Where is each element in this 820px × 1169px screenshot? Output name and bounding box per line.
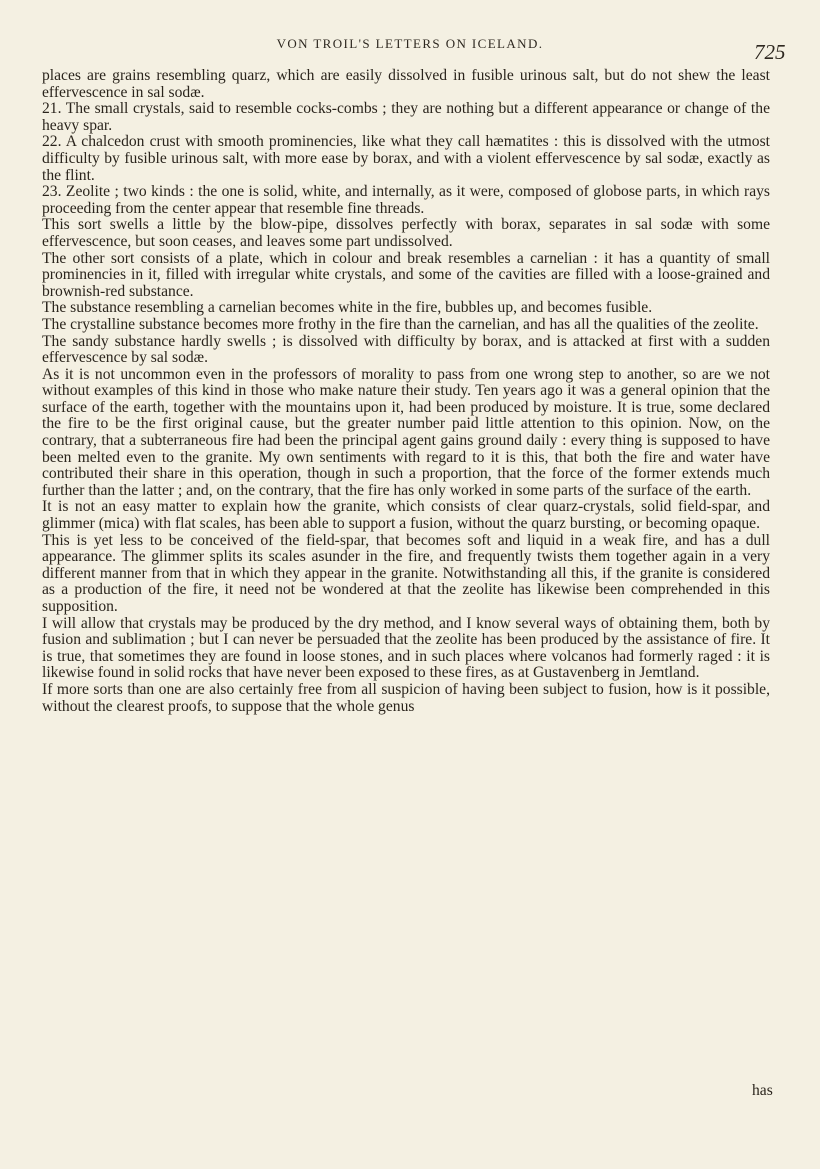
paragraph-12: This is yet less to be conceived of the field-spar, that becomes soft and liquid in a weak fire, and has a dull appearance. The glimmer splits its scales asunder in the fire, and frequently twists them together again in a very different manner from that in which they appear in the granite. Notwithstanding all this, if the granite is considered as a production of the fire, it need not be wondered at that the zeolite has likewise been comprehended in this supposition. [42,531,770,615]
paragraph-6: The other sort consists of a plate, which in colour and break resembles a carnelian : it has a quantity of small prominencies in it, filled with irregular white crystals, and some of the cavities are filled with a loose-grained and brownish-red substance. [42,249,770,300]
paragraph-4: 23. Zeolite ; two kinds : the one is solid, white, and internally, as it were, composed of globose parts, in which rays proceeding from the center appear that resemble fine threads. [42,183,770,217]
body-text [42,68,770,715]
paragraph-3: 22. A chalcedon crust with smooth prominencies, like what they call hæmatites : this is dissolved with the utmost difficulty by fusible urinous salt, with more ease by borax, and with a violent effervescence by sal sodæ, exactly as the flint. [42,133,770,184]
paragraph-7: The substance resembling a carnelian becomes white in the fire, bubbles up, and becomes fusible. [42,299,653,317]
catchword: has [752,1082,773,1099]
paragraph-1: places are grains resembling quarz, which are easily dissolved in fusible urinous salt, but do not shew the least effervescence in sal sodæ. [42,67,770,101]
paragraph-2: 21. The small crystals, said to resemble cocks-combs ; they are nothing but a different appearance or change of the heavy spar. [42,100,770,134]
running-title: VON TROIL'S LETTERS ON ICELAND. [276,36,544,51]
paragraph-9: The sandy substance hardly swells ; is dissolved with difficulty by borax, and is attacked at first with a sudden effervescence by sal sodæ. [42,332,770,367]
paragraph-11: It is not an easy matter to explain how the granite, which consists of clear quarz-crystals, solid field-spar, and glimmer (mica) with flat scales, has been able to support a fusion, without the quarz bursting, or becoming opaque. [42,498,770,533]
paragraph-10: As it is not uncommon even in the professors of morality to pass from one wrong step to another, so are we not without examples of this kind in those who make nature their study. Ten years ago it was a general opinion that the surface of the earth, together with the mountains upon it, had been produced by moisture. It is true, some declared the fire to be the first original cause, but the greater number paid little attention to this opinion. Now, on the contrary, that a subterraneous fire had been the principal agent gains ground daily : every thing is supposed to have been melted even to the granite. My own sentiments with regard to it is this, that both the fire and water have contributed their share in this operation, though in such a proportion, that the force of the former extends much further than the latter ; and, on the contrary, that the fire has only worked in some parts of the surface of the earth. [42,365,770,499]
paragraph-5: This sort swells a little by the blow-pipe, dissolves perfectly with borax, separates in sal sodæ with some effervescence, but soon ceases, and leaves some part undissolved. [42,216,770,250]
paragraph-13: I will allow that crystals may be produced by the dry method, and I know several ways of obtaining them, both by fusion and sublimation ; but I can never be persuaded that the zeolite has been produced by the assistance of fire. It is true, that sometimes they are found in loose stones, and in such places where volcanos had formerly raged : it is likewise found in solid rocks that have never been exposed to these fires, as at Gustavenberg in Jemtland. [42,614,770,682]
paragraph-14: If more sorts than one are also certainly free from all suspicion of having been subject to fusion, how is it possible, without the clearest proofs, to suppose that the whole genus [42,680,770,715]
page-number: 725 [754,40,786,64]
paragraph-8: The crystalline substance becomes more frothy in the fire than the carnelian, and has all the qualities of the zeolite. [42,315,759,333]
